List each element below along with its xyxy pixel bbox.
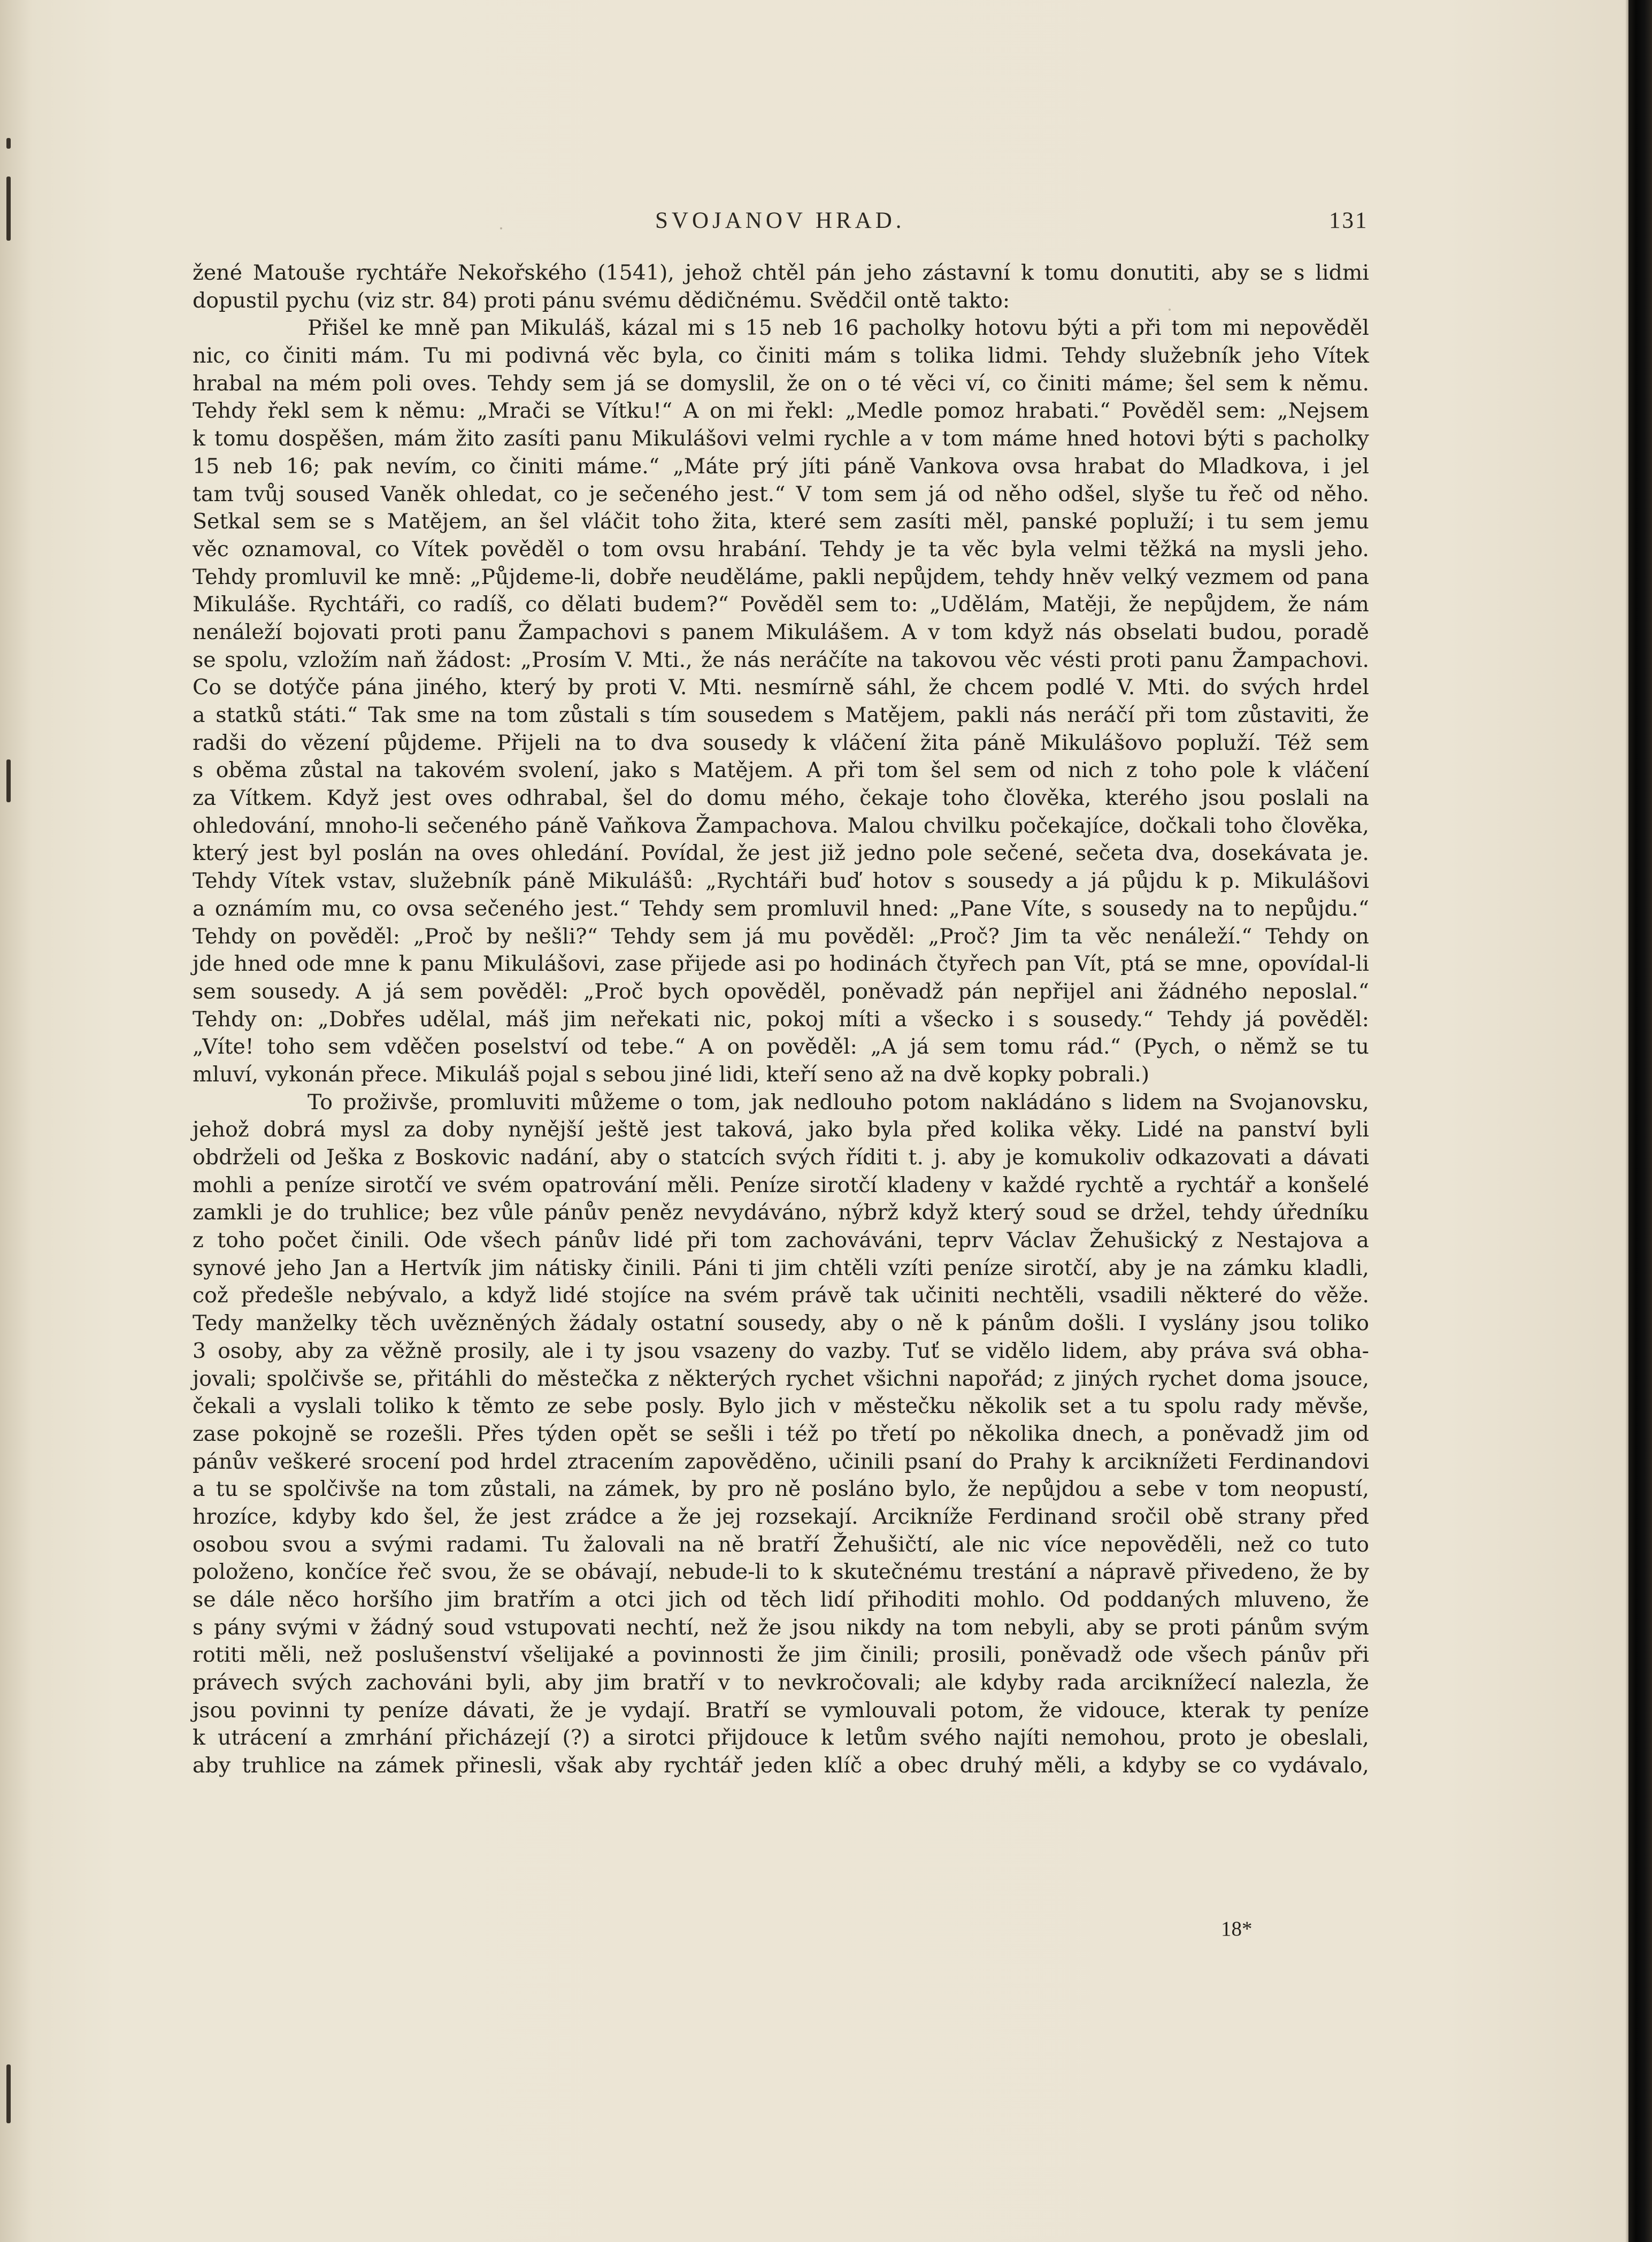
text-line: jsou povinni ty peníze dávati, že je vydají. Bratří se vymlouvali potom, že vidouce, kterak ty peníze [193, 1698, 1369, 1723]
text-line: s pány svými v žádný soud vstupovati nechtí, než že jsou nikdy na tom nebyli, aby se proti pánům svým [193, 1615, 1369, 1640]
margin-mark [6, 759, 11, 802]
body-text [193, 259, 1369, 1780]
text-line: což předešle nebývalo, a když lidé stojíce na svém právě tak učiniti nechtěli, vsadili některé do věže. [193, 1283, 1369, 1308]
text-line: a statků státi.“ Tak sme na tom zůstali s tím sousedem s Matějem, pakli nás neráčí při tom zůstaviti, že [193, 703, 1369, 727]
text-line: zamkli je do truhlice; bez vůle pánův peněz nevydáváno, nýbrž když který soud se držel, tehdy úředníku [193, 1200, 1369, 1225]
text-line: rotiti měli, než poslušenství všelijaké a povinnosti že jim činili; prosili, poněvadž ode všech pánův při [193, 1642, 1369, 1668]
text-line: jovali; spolčivše se, přitáhli do městečka z některých rychet všichni napořád; z jiných rychet doma jsouce, [193, 1366, 1369, 1391]
text-line: Tehdy řekl sem k němu: „Mrači se Vítku!“ A on mi řekl: „Medle pomoz hrabati.“ Pověděl sem: „Nejsem [193, 398, 1369, 424]
text-line: Tehdy on: „Dobřes udělal, máš jim neřekati nic, pokoj míti a všecko i s sousedy.“ Tehdy já pověděl: [193, 1007, 1369, 1032]
text-line: z toho počet činili. Ode všech pánův lidé při tom zachováváni, teprv Václav Žehušický z Nestajova a [193, 1228, 1369, 1253]
signature-mark: 18* [1221, 1917, 1253, 1940]
text-line: Tedy manželky těch uvězněných žádaly ostatní sousedy, aby o ně k pánům došli. I vyslány jsou toliko [193, 1311, 1369, 1336]
text-line: čekali a vyslali toliko k těmto ze sebe posly. Bylo jich v městečku několik set a tu spolu rady měvše, [193, 1394, 1369, 1419]
text-line: k tomu dospěšen, mám žito zasíti panu Mikulášovi velmi rychle a v tom máme hned hotovi býti s pacholky [193, 426, 1369, 451]
text-line: nenáleží bojovati proti panu Žampachovi s panem Mikulášem. A v tom když nás obselati budou, poradě [193, 619, 1369, 644]
margin-mark [6, 2064, 11, 2123]
text-line: pánův veškeré srocení pod hrdel ztracením zapověděno, učinili psaní do Prahy k arciknížeti Ferdinandovi [193, 1449, 1369, 1474]
text-line: Tehdy Vítek vstav, služebník páně Mikulášů: „Rychtáři buď hotov s sousedy a já půjdu k p. Mikulášovi [193, 869, 1369, 894]
text-line: za Vítkem. Když jest oves odhrabal, šel do domu mého, čekaje toho člověka, kterého jsou poslali na [193, 786, 1369, 811]
text-line: Co se dotýče pána jiného, který by proti V. Mti. nesmírně sáhl, že chcem podlé V. Mti. do svých hrdel [193, 675, 1369, 700]
text-line: Tehdy promluvil ke mně: „Půjdeme-li, dobře neuděláme, pakli nepůjdem, tehdy hněv velký vezmem od pana [193, 564, 1369, 589]
text-line: Tehdy on pověděl: „Proč by nešli?“ Tehdy sem já mu pověděl: „Proč? Jim ta věc nenáleží.“ Tehdy on [193, 924, 1369, 949]
text-line: Mikuláše. Rychtáři, co radíš, co dělati budem?“ Pověděl sem to: „Udělám, Matěji, že nepůjdem, že nám [193, 592, 1369, 617]
text-line: s oběma zůstal na takovém svolení, jako s Matějem. A při tom šel sem od nich z toho pole k vláčení [193, 758, 1369, 783]
page-speck [500, 227, 502, 229]
text-line: mluví, vykonán přece. Mikuláš pojal s sebou jiné lidi, kteří seno až na dvě kopky pobrali.) [193, 1062, 1150, 1087]
text-line: věc oznamoval, co Vítek pověděl o tom ovsu hrabání. Tehdy je ta věc byla velmi těžká na mysli jeho. [193, 536, 1369, 562]
margin-mark [6, 138, 11, 149]
text-line: mohli a peníze sirotčí ve svém opatrování měli. Peníze sirotčí kladeny v každé rychtě a rychtář a konšelé [193, 1172, 1369, 1197]
text-line: se spolu, vzložím naň žádost: „Prosím V. Mti., že nás neráčíte na takovou věc vésti proti panu Žampachovi. [193, 647, 1369, 672]
text-line: hrozíce, kdyby kdo šel, že jest zrádce a že jej rozsekají. Arcikníže Ferdinand sročil obě strany před [193, 1504, 1369, 1529]
text-line: k utrácení a zmrhání přicházejí (?) a sirotci přijdouce k letům svého najíti nemohou, proto je obeslali, [193, 1725, 1369, 1750]
text-line: To proživše, promluviti můžeme o tom, jak nedlouho potom nakládáno s lidem na Svojanovsku, [308, 1089, 1369, 1115]
book-spine [1628, 0, 1652, 2242]
text-line: jehož dobrá mysl za doby nynější ještě jest taková, jako byla před kolika věky. Lidé na panství byli [193, 1117, 1369, 1142]
text-line: 15 neb 16; pak nevím, co činiti máme.“ „Máte prý jíti páně Vankova ovsa hrabat do Mladkova, i jel [193, 454, 1369, 479]
text-line: synové jeho Jan a Hertvík jim nátisky činili. Páni ti jim chtěli vzíti peníze sirotčí, aby je na zámku kladli, [193, 1255, 1369, 1280]
text-line: položeno, končíce řeč svou, že se obávají, nebude-li to k skutečnému trestání a nápravě přivedeno, že by [193, 1560, 1369, 1585]
text-line: „Víte! toho sem vděčen poselství od tebe.“ A on pověděl: „A já sem tomu rád.“ (Pych, o němž se tu [193, 1034, 1369, 1059]
text-line: jde hned ode mne k panu Mikulášovi, zase přijede asi po hodinách čtyřech pan Vít, ptá se mne, opovídal-li [193, 951, 1369, 977]
text-line: obdrželi od Ješka z Boskovic nadání, aby o statcích svých říditi t. j. aby je komukoliv odkazovati a dávati [193, 1145, 1369, 1170]
text-line: právech svých zachováni byli, aby jim bratří v to nevkročovali; ale kdyby rada arciknížecí nalezla, že [193, 1670, 1369, 1695]
text-line: aby truhlice na zámek přinesli, však aby rychtář jeden klíč a obec druhý měli, a kdyby se co vydávalo, [193, 1753, 1369, 1778]
text-line: ohledování, mnoho-li sečeného páně Vaňkova Žampachova. Malou chvilku počekajíce, dočkali toho člověka, [193, 813, 1369, 838]
running-head: SVOJANOV HRAD. [655, 208, 905, 233]
text-line: osobou svou a svými radami. Tu žalovali na ně bratří Žehušičtí, ale nic více nepověděli, než co tuto [193, 1532, 1369, 1557]
text-line: který jest byl poslán na oves ohledání. Povídal, že jest již jedno pole sečené, sečeta dva, dosekávata je. [193, 841, 1369, 866]
text-line: nic, co činiti mám. Tu mi podivná věc byla, co činiti mám s tolika lidmi. Tehdy služebník jeho Vítek [193, 343, 1369, 368]
text-line: sem sousedy. A já sem pověděl: „Proč bych opověděl, poněvadž pán nepřijel ani žádného neposlal.“ [193, 979, 1369, 1004]
text-line: radši do vězení půjdeme. Přijeli na to dva sousedy k vláčení žita páně Mikulášovo popluží. Též sem [193, 730, 1369, 755]
text-line: žené Matouše rychtáře Nekořského (1541), jehož chtěl pán jeho zástavní k tomu donutiti, aby se s lidmi [193, 260, 1369, 285]
page-number: 131 [1329, 208, 1369, 233]
text-line: hrabal na mém poli oves. Tehdy sem já se domyslil, že on o té věci ví, co činiti máme; šel sem k němu. [193, 371, 1369, 396]
text-line: a tu se spolčivše na tom zůstali, na zámek, by pro ně posláno bylo, že nepůjdou a sebe v tom neopustí, [193, 1477, 1369, 1502]
text-line: Setkal sem se s Matějem, an šel vláčit toho žita, které sem zasíti měl, panské popluží; i tu sem jemu [193, 509, 1369, 534]
text-line: se dále něco horšího jim bratřím a otci jich od těch lidí přihoditi mohlo. Od poddaných mluveno, že [193, 1587, 1369, 1612]
text-line: 3 osoby, aby za věžně prosily, ale i ty jsou vsazeny do vazby. Tuť se vidělo lidem, aby práva svá obha- [193, 1338, 1369, 1363]
margin-mark [6, 176, 11, 241]
text-line: dopustil pychu (viz str. 84) proti pánu svému dědičnému. Svědčil ontě takto: [193, 288, 1010, 313]
text-line: a oznámím mu, co ovsa sečeného jest.“ Tehdy sem promluvil hned: „Pane Víte, s sousedy na to nepůjdu.“ [193, 896, 1369, 921]
text-line: zase pokojně se rozešli. Přes týden opět se sešli i též po třetí po několika dnech, a poněvadž jim od [193, 1421, 1369, 1446]
text-line: Přišel ke mně pan Mikuláš, kázal mi s 15 neb 16 pacholky hotovu býti a při tom mi nepověděl [308, 316, 1369, 341]
text-line: tam tvůj soused Vaněk ohledat, co je sečeného jest.“ V tom sem já od něho odšel, slyše tu řeč od něho. [193, 481, 1369, 506]
